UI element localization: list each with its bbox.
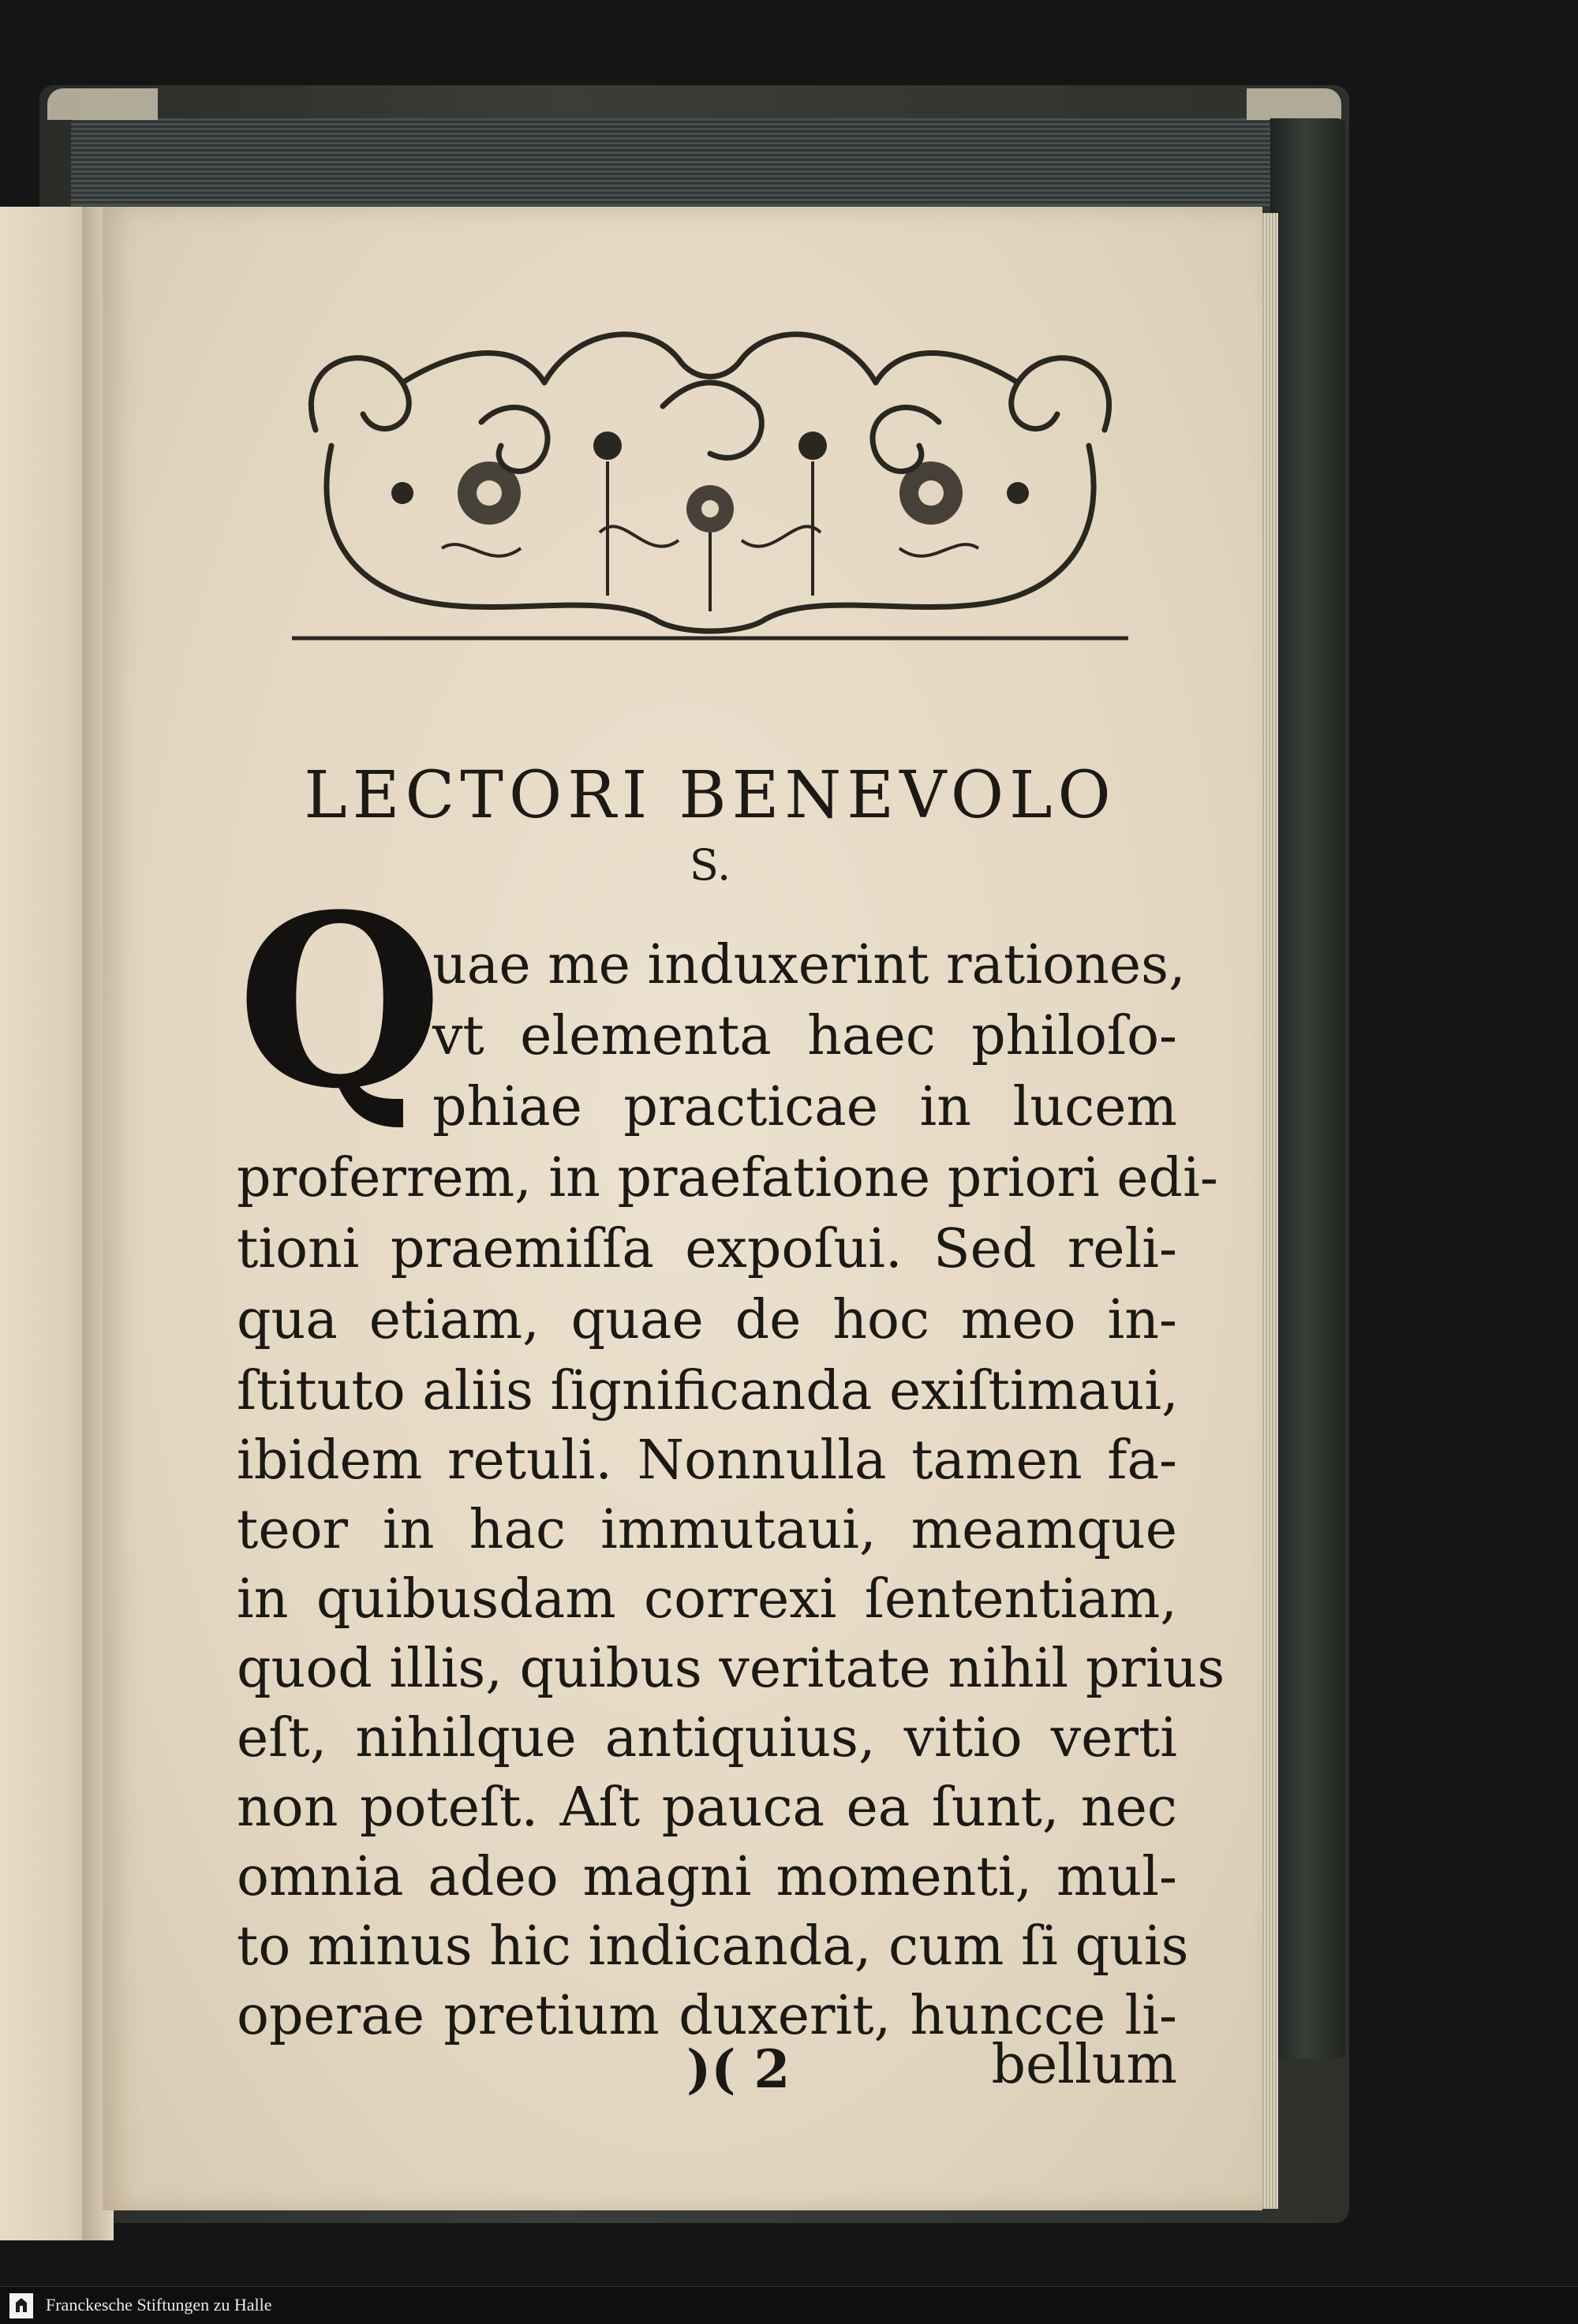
text-line: phiae practicae in lucem [432,1076,1177,1138]
text-line: in quibusdam correxi ſententiam, [237,1568,1177,1631]
right-cover-board [1270,118,1345,2059]
text-line: vt elementa haec philoſo- [432,1005,1177,1067]
salutation: S. [689,840,731,890]
ornament-headpiece [284,312,1136,643]
text-line: operae pretium duxerit, huncce li- [237,1985,1177,2047]
board-corner-right [1247,88,1341,120]
footer-institution: Franckesche Stiftungen zu Halle [46,2295,272,2315]
text-line: non poteſt. Aſt pauca ea ſunt, nec [237,1777,1177,1839]
text-line: ſtituto aliis ſignificanda exiſtimaui, [237,1360,1179,1422]
left-facing-page [0,207,95,2240]
catchword: bellum [991,2034,1177,2096]
text-line: quod illis, quibus veritate nihil prius [237,1638,1225,1700]
text-line: proferrem, in praefatione priori edi- [237,1147,1218,1209]
drop-cap: Q [237,862,443,1141]
signature-mark: )( 2 [686,2038,791,2100]
text-line: ibidem retuli. Nonnulla tamen fa- [237,1429,1177,1492]
text-line: tioni praemiſſa expoſui. Sed reli- [237,1218,1177,1280]
text-line: omnia adeo magni momenti, mul- [237,1846,1177,1908]
text-line: eſt, nihilque antiquius, vitio verti [237,1707,1177,1769]
page-edges-top [71,118,1270,207]
page-heading: LECTORI BENEVOLO [304,758,1116,833]
board-corner-left [47,88,158,120]
text-line: to minus hic indicanda, cum ſi quis [237,1915,1189,1978]
text-line: qua etiam, quae de hoc meo in- [237,1289,1177,1351]
text-line: teor in hac immutaui, meamque [237,1499,1177,1561]
text-line: uae me induxerint rationes, [432,934,1186,996]
institution-logo-icon [8,2292,35,2320]
footer-bar [0,2286,1578,2324]
